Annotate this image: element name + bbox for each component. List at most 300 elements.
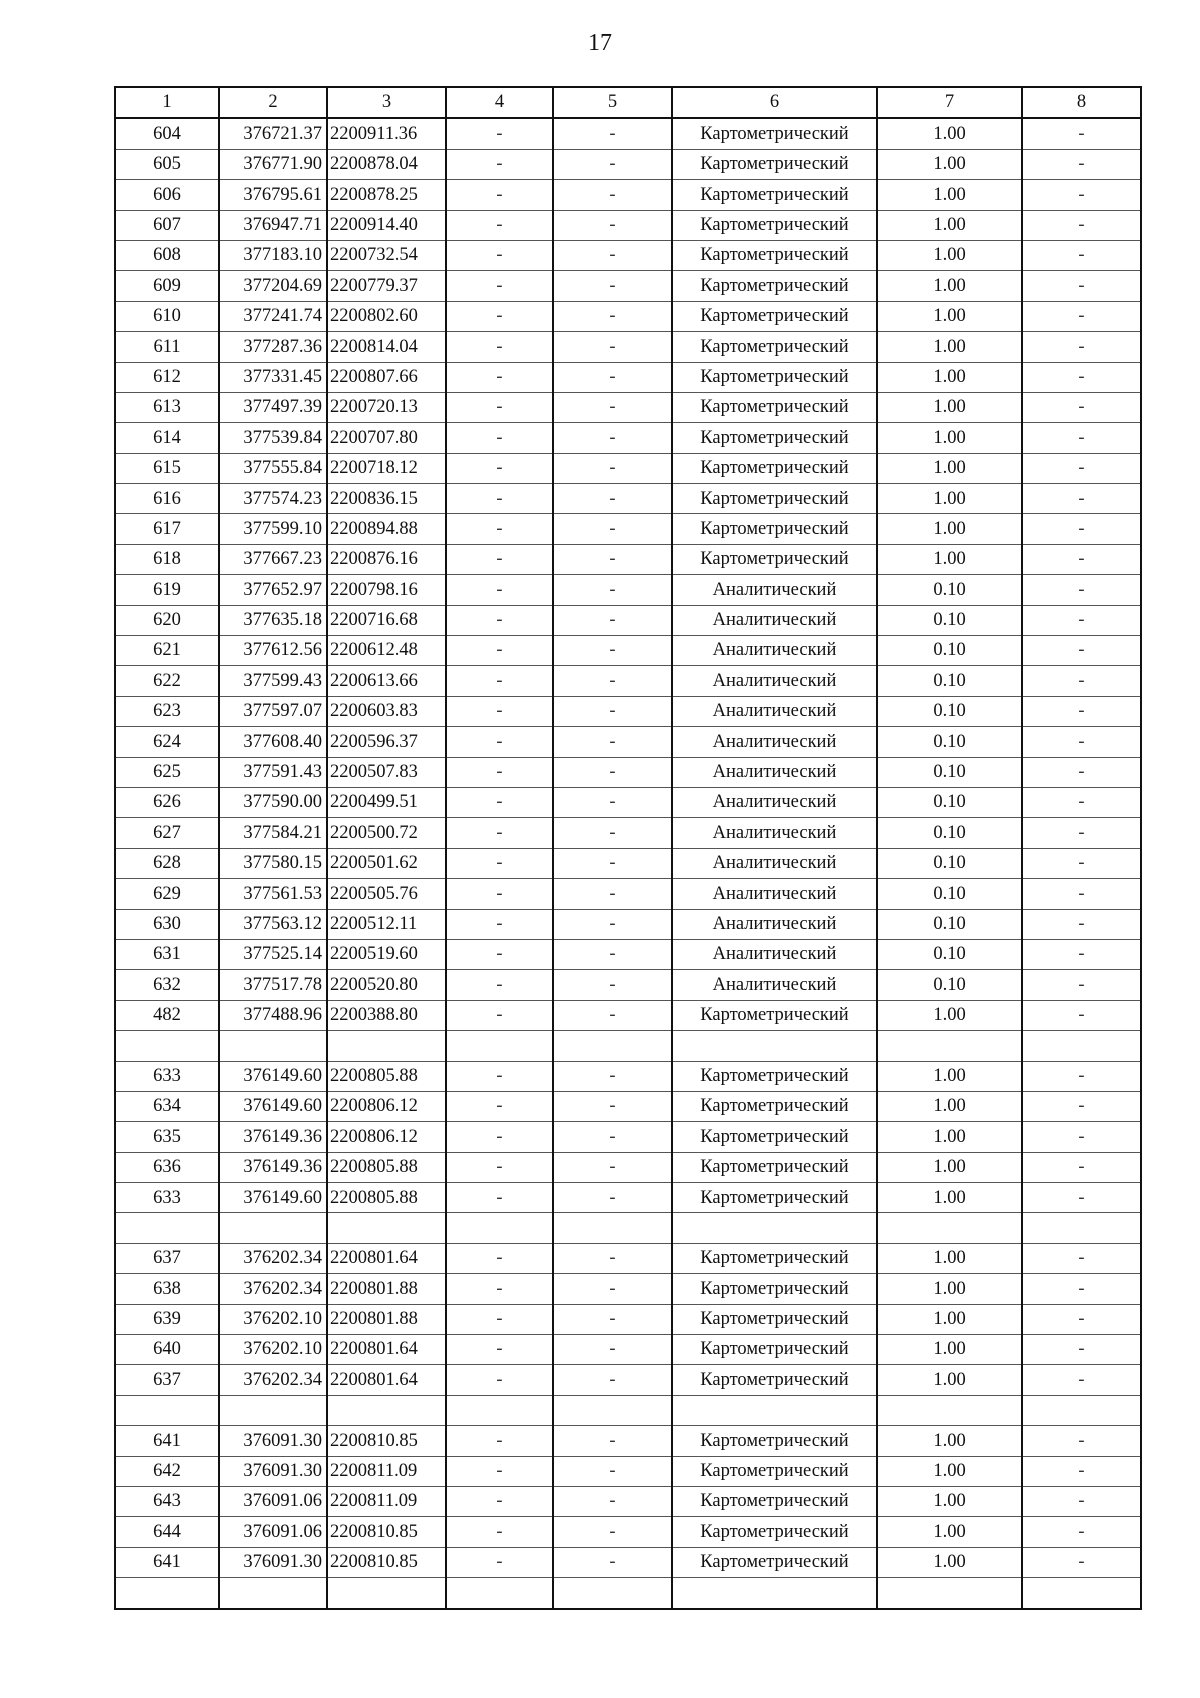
table-cell: 1.00 <box>877 1000 1022 1030</box>
table-cell: - <box>553 210 672 240</box>
table-cell: - <box>553 1152 672 1182</box>
table-cell: - <box>1022 727 1141 757</box>
table-cell: - <box>1022 1365 1141 1395</box>
header-cell: 5 <box>553 87 672 118</box>
table-cell: - <box>1022 1335 1141 1365</box>
table-cell: - <box>446 332 553 362</box>
table-cell: 2200603.83 <box>327 696 446 726</box>
table-cell: 617 <box>115 514 219 544</box>
table-cell: 376202.10 <box>219 1304 327 1334</box>
table-row <box>115 1000 1141 1030</box>
table-cell: - <box>446 1517 553 1547</box>
table-cell: 639 <box>115 1304 219 1334</box>
table-cell: - <box>553 180 672 210</box>
table-cell: 376091.30 <box>219 1426 327 1456</box>
table-cell: 1.00 <box>877 1517 1022 1547</box>
table-row <box>115 453 1141 483</box>
table-cell <box>115 1395 219 1425</box>
table-cell: 377608.40 <box>219 727 327 757</box>
table-cell: 2200811.09 <box>327 1486 446 1516</box>
table-cell: 376091.30 <box>219 1547 327 1577</box>
table-cell: - <box>1022 1304 1141 1334</box>
table-row <box>115 1274 1141 1304</box>
table-cell: 632 <box>115 970 219 1000</box>
table-cell: - <box>553 757 672 787</box>
table-cell: 630 <box>115 909 219 939</box>
table-cell: 0.10 <box>877 848 1022 878</box>
table-cell: - <box>553 787 672 817</box>
table-body <box>115 87 1141 1609</box>
table-row <box>115 1547 1141 1577</box>
table-cell: 2200720.13 <box>327 392 446 422</box>
table-cell: 2200801.88 <box>327 1304 446 1334</box>
table-cell: 2200500.72 <box>327 818 446 848</box>
table-cell <box>446 1578 553 1609</box>
table-cell: 621 <box>115 636 219 666</box>
table-cell: - <box>446 1122 553 1152</box>
header-cell: 6 <box>672 87 877 118</box>
table-cell: 627 <box>115 818 219 848</box>
table-cell: 2200802.60 <box>327 301 446 331</box>
table-cell: - <box>446 1091 553 1121</box>
table-cell: Картометрический <box>672 332 877 362</box>
table-row <box>115 1456 1141 1486</box>
table-cell: - <box>553 453 672 483</box>
table-cell: 377539.84 <box>219 423 327 453</box>
table-cell: 1.00 <box>877 1152 1022 1182</box>
table-cell: - <box>553 423 672 453</box>
table-cell: - <box>553 332 672 362</box>
table-cell <box>327 1578 446 1609</box>
table-cell: 643 <box>115 1486 219 1516</box>
table-cell: Аналитический <box>672 787 877 817</box>
table-cell: Картометрический <box>672 210 877 240</box>
table-cell: 1.00 <box>877 1274 1022 1304</box>
table-cell: - <box>553 727 672 757</box>
table-cell: - <box>553 909 672 939</box>
table-row <box>115 575 1141 605</box>
table-cell: 377584.21 <box>219 818 327 848</box>
table-cell: 631 <box>115 939 219 969</box>
table-row <box>115 1304 1141 1334</box>
table-cell: - <box>1022 1243 1141 1273</box>
table-cell: 2200801.64 <box>327 1335 446 1365</box>
table-cell: 377287.36 <box>219 332 327 362</box>
table-cell: Картометрический <box>672 271 877 301</box>
page-number: 17 <box>588 30 612 56</box>
table-cell: 377667.23 <box>219 544 327 574</box>
table-cell: - <box>553 1061 672 1091</box>
table-cell: Картометрический <box>672 180 877 210</box>
table-cell: 2200810.85 <box>327 1517 446 1547</box>
table-cell <box>219 1213 327 1243</box>
table-cell: 1.00 <box>877 180 1022 210</box>
table-cell: Картометрический <box>672 1243 877 1273</box>
table-cell: 2200836.15 <box>327 484 446 514</box>
table-cell: 2200499.51 <box>327 787 446 817</box>
table-cell: - <box>553 1183 672 1213</box>
table-cell: Аналитический <box>672 727 877 757</box>
table-cell <box>327 1213 446 1243</box>
table-cell: - <box>553 696 672 726</box>
table-cell: 377488.96 <box>219 1000 327 1030</box>
table-cell: 2200814.04 <box>327 332 446 362</box>
table-cell: - <box>553 879 672 909</box>
table-cell: - <box>446 514 553 544</box>
table-cell: 377497.39 <box>219 392 327 422</box>
table-cell: - <box>446 484 553 514</box>
table-cell: Картометрический <box>672 1517 877 1547</box>
table-cell: - <box>553 484 672 514</box>
table-row <box>115 909 1141 939</box>
table-cell: 376149.60 <box>219 1091 327 1121</box>
table-cell: - <box>1022 1274 1141 1304</box>
table-cell: Картометрический <box>672 514 877 544</box>
header-cell: 4 <box>446 87 553 118</box>
table-row <box>115 362 1141 392</box>
table-cell <box>672 1395 877 1425</box>
table-row <box>115 757 1141 787</box>
header-cell: 2 <box>219 87 327 118</box>
table-cell: - <box>446 818 553 848</box>
table-cell: - <box>446 1183 553 1213</box>
table-cell: Картометрический <box>672 118 877 149</box>
header-cell: 3 <box>327 87 446 118</box>
table-cell: - <box>553 666 672 696</box>
table-cell: - <box>1022 605 1141 635</box>
table-cell: - <box>1022 271 1141 301</box>
table-cell: 1.00 <box>877 210 1022 240</box>
table-row <box>115 1091 1141 1121</box>
table-cell: - <box>1022 696 1141 726</box>
table-row <box>115 392 1141 422</box>
table-cell: 1.00 <box>877 1061 1022 1091</box>
table-cell: 1.00 <box>877 1426 1022 1456</box>
table-row <box>115 818 1141 848</box>
table-cell: Картометрический <box>672 544 877 574</box>
table-cell: 619 <box>115 575 219 605</box>
table-cell <box>672 1213 877 1243</box>
table-cell <box>446 1395 553 1425</box>
table-cell <box>672 1578 877 1609</box>
table-cell: 1.00 <box>877 484 1022 514</box>
table-cell: - <box>446 1426 553 1456</box>
table-cell: 2200810.85 <box>327 1547 446 1577</box>
table-cell: 2200876.16 <box>327 544 446 574</box>
table-row <box>115 271 1141 301</box>
table-cell: - <box>446 149 553 179</box>
table-cell: 2200806.12 <box>327 1122 446 1152</box>
table-cell: - <box>1022 666 1141 696</box>
table-cell: Аналитический <box>672 879 877 909</box>
header-cell: 8 <box>1022 87 1141 118</box>
table-cell: 1.00 <box>877 149 1022 179</box>
table-cell <box>219 1395 327 1425</box>
table-row <box>115 727 1141 757</box>
table-cell: 376795.61 <box>219 180 327 210</box>
table-row <box>115 605 1141 635</box>
table-cell: 2200512.11 <box>327 909 446 939</box>
table-cell: 377590.00 <box>219 787 327 817</box>
table-cell <box>115 1031 219 1061</box>
table-cell <box>219 1578 327 1609</box>
table-cell: 638 <box>115 1274 219 1304</box>
table-cell: - <box>553 271 672 301</box>
table-cell: 1.00 <box>877 240 1022 270</box>
table-cell: - <box>446 1000 553 1030</box>
table-cell: 2200507.83 <box>327 757 446 787</box>
table-cell: 616 <box>115 484 219 514</box>
table-cell: 641 <box>115 1426 219 1456</box>
table-cell: - <box>1022 1091 1141 1121</box>
table-row <box>115 939 1141 969</box>
table-cell: 1.00 <box>877 544 1022 574</box>
table-cell: Аналитический <box>672 757 877 787</box>
table-cell: 377599.43 <box>219 666 327 696</box>
table-cell: - <box>1022 1183 1141 1213</box>
table-cell: - <box>446 575 553 605</box>
table-cell: 633 <box>115 1061 219 1091</box>
table-cell: - <box>553 362 672 392</box>
coordinates-table <box>114 86 1142 1610</box>
table-cell: 637 <box>115 1243 219 1273</box>
table-cell: - <box>1022 484 1141 514</box>
table-cell: - <box>446 453 553 483</box>
table-cell: 2200798.16 <box>327 575 446 605</box>
table-cell: - <box>553 1243 672 1273</box>
table-cell: 609 <box>115 271 219 301</box>
table-cell: - <box>1022 240 1141 270</box>
table-cell: - <box>446 1486 553 1516</box>
table-cell: - <box>446 362 553 392</box>
table-cell: - <box>446 757 553 787</box>
table-cell: - <box>553 848 672 878</box>
table-cell: - <box>446 1274 553 1304</box>
table-cell: - <box>446 544 553 574</box>
table-cell: - <box>1022 118 1141 149</box>
table-cell: 2200519.60 <box>327 939 446 969</box>
table-cell: 2200878.25 <box>327 180 446 210</box>
table-cell: 1.00 <box>877 301 1022 331</box>
table-row <box>115 1122 1141 1152</box>
table-cell: 0.10 <box>877 818 1022 848</box>
table-cell: 377555.84 <box>219 453 327 483</box>
table-cell <box>672 1031 877 1061</box>
table-cell <box>115 1213 219 1243</box>
table-cell: - <box>446 696 553 726</box>
table-cell: 1.00 <box>877 332 1022 362</box>
table-cell: - <box>446 636 553 666</box>
table-cell: Картометрический <box>672 1122 877 1152</box>
table-row <box>115 1517 1141 1547</box>
table-row <box>115 514 1141 544</box>
table-cell <box>1022 1395 1141 1425</box>
table-cell: 1.00 <box>877 392 1022 422</box>
table-cell: - <box>553 1456 672 1486</box>
table-cell: - <box>553 1274 672 1304</box>
table-cell: 377331.45 <box>219 362 327 392</box>
table-cell: - <box>553 1000 672 1030</box>
table-cell: 2200911.36 <box>327 118 446 149</box>
table-cell: 1.00 <box>877 1456 1022 1486</box>
table-cell: 2200806.12 <box>327 1091 446 1121</box>
table-cell: 635 <box>115 1122 219 1152</box>
table-cell: 2200801.64 <box>327 1243 446 1273</box>
table-row <box>115 787 1141 817</box>
table-cell: 2200732.54 <box>327 240 446 270</box>
table-cell: - <box>1022 757 1141 787</box>
table-cell: 636 <box>115 1152 219 1182</box>
table-cell: - <box>553 149 672 179</box>
table-cell: 0.10 <box>877 605 1022 635</box>
table-cell: - <box>1022 210 1141 240</box>
table-cell <box>877 1213 1022 1243</box>
table-cell: 377591.43 <box>219 757 327 787</box>
table-cell <box>1022 1578 1141 1609</box>
table-row <box>115 1578 1141 1609</box>
table-cell: - <box>553 392 672 422</box>
table-cell: - <box>553 118 672 149</box>
table-cell: 377597.07 <box>219 696 327 726</box>
table-cell: 0.10 <box>877 727 1022 757</box>
table-cell: 376149.36 <box>219 1152 327 1182</box>
table-cell: - <box>1022 879 1141 909</box>
table-cell: 1.00 <box>877 423 1022 453</box>
table-row <box>115 1243 1141 1273</box>
table-cell: 641 <box>115 1547 219 1577</box>
table-cell: - <box>446 1547 553 1577</box>
table-cell: 376202.34 <box>219 1365 327 1395</box>
table-cell: Картометрический <box>672 1000 877 1030</box>
table-cell: 1.00 <box>877 1122 1022 1152</box>
table-cell: - <box>1022 1152 1141 1182</box>
table-cell: - <box>1022 970 1141 1000</box>
table-cell: 376091.06 <box>219 1486 327 1516</box>
table-row <box>115 696 1141 726</box>
table-row <box>115 1183 1141 1213</box>
table-cell: - <box>446 301 553 331</box>
table-cell: Картометрический <box>672 301 877 331</box>
table-cell: 1.00 <box>877 1547 1022 1577</box>
table-cell: - <box>553 544 672 574</box>
table-cell <box>553 1578 672 1609</box>
table-cell: 637 <box>115 1365 219 1395</box>
table-cell: 376149.60 <box>219 1061 327 1091</box>
table-cell: - <box>446 1061 553 1091</box>
table-cell: 377635.18 <box>219 605 327 635</box>
table-cell: 642 <box>115 1456 219 1486</box>
table-cell: 2200520.80 <box>327 970 446 1000</box>
table-cell <box>553 1395 672 1425</box>
table-cell: 613 <box>115 392 219 422</box>
table-cell: 377580.15 <box>219 848 327 878</box>
table-cell <box>327 1031 446 1061</box>
table-cell: - <box>1022 332 1141 362</box>
table-cell: - <box>553 301 672 331</box>
table-cell: Аналитический <box>672 666 877 696</box>
table-cell: 644 <box>115 1517 219 1547</box>
table-cell: 377599.10 <box>219 514 327 544</box>
table-cell: - <box>1022 636 1141 666</box>
table-cell: 620 <box>115 605 219 635</box>
table-cell: Аналитический <box>672 970 877 1000</box>
table-cell <box>446 1213 553 1243</box>
table-cell: - <box>553 514 672 544</box>
table-cell: 2200805.88 <box>327 1183 446 1213</box>
table-cell: 0.10 <box>877 696 1022 726</box>
table-row <box>115 666 1141 696</box>
table-cell: 377204.69 <box>219 271 327 301</box>
table-row <box>115 149 1141 179</box>
table-cell: - <box>1022 575 1141 605</box>
table-cell: 376091.30 <box>219 1456 327 1486</box>
header-cell: 1 <box>115 87 219 118</box>
header-cell: 7 <box>877 87 1022 118</box>
table-cell: - <box>553 970 672 1000</box>
table-cell: - <box>1022 909 1141 939</box>
table-cell: 633 <box>115 1183 219 1213</box>
table-cell: - <box>553 1122 672 1152</box>
table-cell: Картометрический <box>672 1547 877 1577</box>
table-cell: - <box>446 118 553 149</box>
table-cell: 608 <box>115 240 219 270</box>
table-cell: - <box>446 879 553 909</box>
table-cell: - <box>446 787 553 817</box>
table-row <box>115 1395 1141 1425</box>
table-cell: 2200811.09 <box>327 1456 446 1486</box>
table-cell: - <box>553 1547 672 1577</box>
table-cell: - <box>1022 544 1141 574</box>
table-cell: 0.10 <box>877 787 1022 817</box>
table-cell: - <box>446 392 553 422</box>
table-cell: 604 <box>115 118 219 149</box>
table-row <box>115 1335 1141 1365</box>
table-cell: 625 <box>115 757 219 787</box>
table-cell: - <box>553 240 672 270</box>
table-cell: Аналитический <box>672 909 877 939</box>
table-cell: 2200801.64 <box>327 1365 446 1395</box>
table-cell: 376202.34 <box>219 1243 327 1273</box>
table-cell: 0.10 <box>877 636 1022 666</box>
table-cell: 2200807.66 <box>327 362 446 392</box>
table-cell: Картометрический <box>672 1365 877 1395</box>
table-cell: Картометрический <box>672 362 877 392</box>
table-cell: Картометрический <box>672 392 877 422</box>
table-cell: - <box>446 939 553 969</box>
table-cell: 0.10 <box>877 879 1022 909</box>
table-cell: 376947.71 <box>219 210 327 240</box>
table-cell: 2200914.40 <box>327 210 446 240</box>
table-cell: 612 <box>115 362 219 392</box>
table-cell: - <box>446 909 553 939</box>
table-cell: Картометрический <box>672 240 877 270</box>
table-cell: 377241.74 <box>219 301 327 331</box>
table-row <box>115 544 1141 574</box>
table-cell: 1.00 <box>877 1365 1022 1395</box>
table-cell: - <box>446 1152 553 1182</box>
table-row <box>115 1486 1141 1516</box>
table-cell <box>327 1395 446 1425</box>
table-cell: 2200810.85 <box>327 1426 446 1456</box>
table-cell: 376202.10 <box>219 1335 327 1365</box>
table-cell: 634 <box>115 1091 219 1121</box>
table-cell: 624 <box>115 727 219 757</box>
table-row <box>115 1031 1141 1061</box>
table-cell: - <box>446 848 553 878</box>
table-cell: Картометрический <box>672 149 877 179</box>
table-cell: Картометрический <box>672 423 877 453</box>
table-row <box>115 423 1141 453</box>
